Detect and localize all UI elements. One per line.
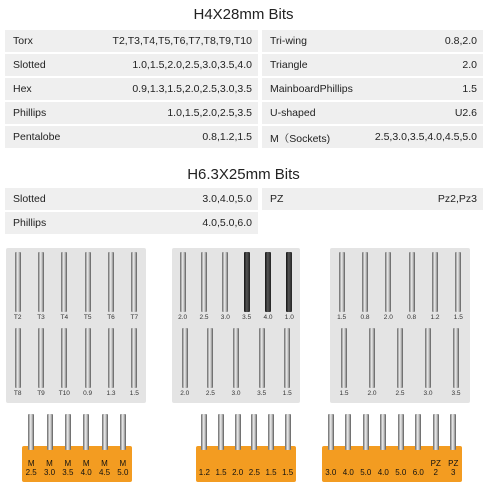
spec-row [262, 126, 483, 149]
screwdriver-bit [284, 328, 290, 388]
screwdriver-bit [38, 328, 44, 388]
bit-size-label: 4.0 [80, 468, 92, 477]
bit-size-label: 2.5 [248, 468, 260, 477]
screwdriver-bit [235, 414, 241, 450]
h4-bits-title: H4X28mm Bits [193, 6, 294, 23]
bit-size-label: 3 [451, 468, 456, 477]
h63-left-table [5, 188, 258, 236]
spec-row [5, 188, 258, 211]
spec-label: Tri-wing [270, 35, 307, 47]
bit-size-label: 3.0 [231, 390, 241, 397]
socket-bit-set [22, 412, 132, 484]
bit-size-label: T10 [58, 390, 70, 397]
bit-size-label: 2.5 [199, 314, 209, 321]
spec-value: 2.0 [462, 59, 477, 71]
screwdriver-bit [201, 252, 207, 312]
screwdriver-bit [285, 414, 291, 450]
screwdriver-bit [286, 252, 292, 312]
bit-size-label: 1.5 [265, 468, 277, 477]
bit-type-label: PZ [448, 459, 459, 468]
screwdriver-bit [233, 328, 239, 388]
screwdriver-bit [432, 252, 438, 312]
screwdriver-bit [341, 328, 347, 388]
bit-size-label: 3.0 [220, 314, 230, 321]
screwdriver-bit [380, 414, 386, 450]
bit-size-label: 2.0 [180, 390, 190, 397]
bit-type-label: PZ [430, 459, 441, 468]
screwdriver-bit [131, 328, 137, 388]
bit-size-label: 2.0 [232, 468, 244, 477]
screwdriver-bit [455, 252, 461, 312]
spec-row [5, 54, 258, 77]
bit-size-label: T4 [60, 314, 69, 321]
bit-size-label: 1.5 [215, 468, 227, 477]
screwdriver-bit [453, 328, 459, 388]
screwdriver-bit [102, 414, 108, 450]
bit-size-label: 1.5 [282, 390, 292, 397]
screwdriver-bit [425, 328, 431, 388]
spec-value: 0.8,2.0 [444, 35, 477, 47]
h4-left-table [5, 30, 258, 150]
screwdriver-bit [244, 252, 250, 312]
spec-row [5, 126, 258, 149]
spec-label: Triangle [270, 59, 308, 71]
spec-value: 1.5 [462, 83, 477, 95]
bit-type-label: M [82, 459, 90, 468]
spec-row [262, 102, 483, 125]
bit-size-label: 5.0 [360, 468, 372, 477]
screwdriver-bit [398, 414, 404, 450]
screwdriver-bit [345, 414, 351, 450]
bit-size-label: 3.5 [62, 468, 74, 477]
spec-label: U-shaped [270, 107, 316, 119]
screwdriver-bit [61, 328, 67, 388]
bit-type-label: M [101, 459, 108, 468]
spec-value: 3.0,4.0,5.0 [202, 193, 252, 205]
bit-size-label: 4.0 [377, 468, 389, 477]
spec-label: Slotted [13, 59, 46, 71]
bit-size-label: 2.0 [367, 390, 377, 397]
bit-size-label: 1.2 [198, 468, 210, 477]
screwdriver-bit [397, 328, 403, 388]
spec-value: 4.0,5.0,6.0 [202, 217, 252, 229]
screwdriver-bit [433, 414, 439, 450]
bit-size-label: 4.5 [98, 468, 111, 477]
screwdriver-bit [265, 252, 271, 312]
bit-size-label: 5.0 [117, 468, 129, 477]
bit-size-label: 2.5 [395, 390, 405, 397]
bit-size-label: 3.5 [257, 390, 267, 397]
bit-size-label: 2.5 [25, 468, 37, 477]
screwdriver-bit [108, 328, 114, 388]
spec-label: Phillips [13, 217, 47, 229]
bit-size-label: 0.8 [407, 314, 417, 321]
bit-size-label: 4.0 [263, 314, 273, 321]
spec-row [5, 102, 258, 125]
spec-label: M（Sockets) [270, 133, 331, 145]
screwdriver-bit [61, 252, 67, 312]
bit-size-label: 1.5 [129, 390, 139, 397]
spec-label: Pentalobe [13, 131, 61, 143]
spec-value: 0.9,1.3,1.5,2.0,2.5,3.0,3.5 [132, 83, 252, 95]
bit-size-label: 3.0 [43, 468, 56, 477]
screwdriver-bit [369, 328, 375, 388]
spec-label: PZ [270, 193, 284, 205]
bit-size-label: T2 [13, 314, 22, 321]
screwdriver-bit [85, 252, 91, 312]
screwdriver-bit [328, 414, 334, 450]
bit-size-label: 2.0 [178, 314, 188, 321]
screwdriver-bit [38, 252, 44, 312]
bit-size-label: 2 [433, 468, 438, 477]
screwdriver-bit [85, 328, 91, 388]
bit-size-label: T6 [107, 314, 115, 321]
specialty-bit-tray [330, 248, 470, 403]
spec-label: Phillips [13, 107, 47, 119]
screwdriver-bit [120, 414, 126, 450]
h63-bits-title: H6.3X25mm Bits [187, 166, 300, 183]
screwdriver-bit [363, 414, 369, 450]
screwdriver-bit [180, 252, 186, 312]
screwdriver-bit [47, 414, 53, 450]
spec-label: Hex [13, 83, 32, 95]
spec-row [262, 188, 483, 211]
screwdriver-bit [207, 328, 213, 388]
screwdriver-bit [28, 414, 34, 450]
bit-size-label: 1.5 [453, 314, 463, 321]
bit-size-label: 0.9 [83, 390, 93, 397]
spec-value: U2.6 [454, 107, 477, 119]
spec-label: MainboardPhillips [270, 83, 353, 95]
bit-size-label: T3 [37, 314, 45, 321]
screwdriver-bit [15, 252, 21, 312]
bit-size-label: 5.0 [395, 468, 407, 477]
screwdriver-bit [182, 328, 188, 388]
screwdriver-bit [108, 252, 114, 312]
spec-value: T2,T3,T4,T5,T6,T7,T8,T9,T10 [112, 35, 252, 47]
screwdriver-bit [339, 252, 345, 312]
spec-row [5, 212, 258, 235]
bit-type-label: M [46, 459, 53, 468]
spec-label: Torx [13, 35, 33, 47]
spec-label: Slotted [13, 193, 46, 205]
bit-size-label: 1.5 [337, 314, 347, 321]
screwdriver-bit [251, 414, 257, 450]
screwdriver-bit [415, 414, 421, 450]
screwdriver-bit [131, 252, 137, 312]
spec-value: 1.0,1.5,2.0,2.5,3.0,3.5,4.0 [132, 59, 252, 71]
bit-size-label: 3.0 [325, 468, 337, 477]
screwdriver-bit [65, 414, 71, 450]
bit-size-label: 0.8 [360, 314, 370, 321]
slotted-phillips-tray [172, 248, 300, 403]
spec-value: 0.8,1.2,1.5 [202, 131, 252, 143]
screwdriver-bit [259, 328, 265, 388]
screwdriver-bit [450, 414, 456, 450]
screwdriver-bit [83, 414, 89, 450]
bit-size-label: T5 [83, 314, 92, 321]
bit-size-label: 1.0 [284, 314, 294, 321]
bit-size-label: T8 [13, 390, 22, 397]
bit-size-label: 1.5 [339, 390, 349, 397]
spec-value: 2.5,3.0,3.5,4.0,4.5,5.0 [374, 131, 477, 143]
bit-photo [0, 240, 487, 492]
bit-type-label: M [64, 459, 72, 468]
bit-size-label: 2.5 [205, 390, 215, 397]
screwdriver-bit [218, 414, 224, 450]
bit-size-label: 1.2 [430, 314, 440, 321]
bit-size-label: 2.0 [383, 314, 393, 321]
torx-hex-tray [6, 248, 146, 403]
bit-size-label: 6.0 [412, 468, 424, 477]
bit-size-label: 4.0 [342, 468, 354, 477]
screwdriver-bit [409, 252, 415, 312]
spec-row [262, 54, 483, 77]
spec-row [5, 78, 258, 101]
bit-size-label: T9 [37, 390, 45, 397]
screwdriver-bit [201, 414, 207, 450]
bit-size-label: 3.0 [423, 390, 433, 397]
screwdriver-bit [268, 414, 274, 450]
spec-row [262, 78, 483, 101]
screwdriver-bit [362, 252, 368, 312]
spec-value: 1.0,1.5,2.0,2.5,3.5 [167, 107, 252, 119]
bit-size-label: T7 [130, 314, 139, 321]
screwdriver-bit [222, 252, 228, 312]
bit-size-label: 1.3 [106, 390, 116, 397]
h4-right-table [262, 30, 483, 150]
h63-right-table [262, 188, 483, 236]
bit-size-label: 3.5 [242, 314, 252, 321]
spec-value: Pz2,Pz3 [437, 193, 477, 205]
bit-type-label: M [27, 459, 35, 468]
bit-size-label: 3.5 [451, 390, 461, 397]
bit-type-label: M [119, 459, 127, 468]
large-bit-set [322, 412, 462, 484]
screwdriver-bit [15, 328, 21, 388]
spec-row [262, 30, 483, 53]
small-bit-set [196, 412, 296, 484]
bit-size-label: 1.5 [282, 468, 294, 477]
spec-row [5, 30, 258, 53]
screwdriver-bit [385, 252, 391, 312]
